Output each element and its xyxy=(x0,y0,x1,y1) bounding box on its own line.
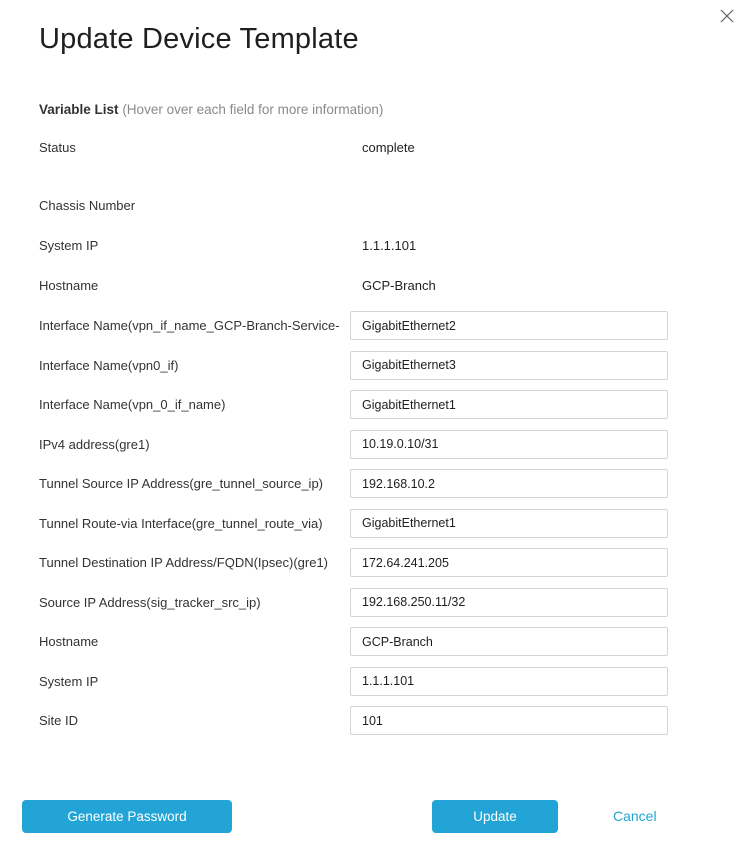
field-value-area xyxy=(350,351,668,380)
field-value-area xyxy=(350,238,668,253)
field-value-area xyxy=(350,588,668,617)
form-row xyxy=(39,548,668,577)
field-input[interactable] xyxy=(350,588,668,617)
variable-list-hint: (Hover over each field for more information) xyxy=(122,102,384,117)
form-row xyxy=(39,588,668,617)
field-input[interactable] xyxy=(350,509,668,538)
field-value-area xyxy=(350,278,668,293)
field-label: System IP xyxy=(39,237,99,253)
form-row xyxy=(39,430,668,459)
field-value-area xyxy=(350,627,668,656)
variable-rows xyxy=(39,133,668,735)
field-label: IPv4 address(gre1) xyxy=(39,436,150,452)
field-input[interactable] xyxy=(350,706,668,735)
field-input[interactable] xyxy=(350,469,668,498)
form-row xyxy=(39,390,668,419)
field-value-area xyxy=(350,140,668,155)
dialog-footer xyxy=(0,800,752,834)
field-value-area xyxy=(350,548,668,577)
field-value-area xyxy=(350,390,668,419)
field-static-value: complete xyxy=(362,139,415,155)
form-row xyxy=(39,509,668,538)
form-row xyxy=(39,133,668,161)
cancel-link[interactable]: Cancel xyxy=(613,808,657,824)
field-label: Interface Name(vpn_0_if_name) xyxy=(39,397,226,412)
form-row xyxy=(39,351,668,380)
field-label: Status xyxy=(39,139,76,155)
field-label: Tunnel Source IP Address(gre_tunnel_source_ip) xyxy=(39,476,324,491)
field-label: Tunnel Destination IP Address/FQDN(Ipsec)(gre1) xyxy=(39,555,329,570)
form-row xyxy=(39,271,668,299)
update-button[interactable]: Update xyxy=(432,800,558,833)
field-static-value: GCP-Branch xyxy=(362,277,436,293)
generate-password-button[interactable]: Generate Password xyxy=(22,800,232,833)
field-value-area xyxy=(350,706,668,735)
field-value-area xyxy=(350,509,668,538)
field-label: Interface Name(vpn0_if) xyxy=(39,357,179,373)
field-label: Chassis Number xyxy=(39,197,136,213)
form-row xyxy=(39,191,668,219)
variable-list-label: Variable List xyxy=(39,102,119,117)
field-value-area xyxy=(350,667,668,696)
field-input[interactable] xyxy=(350,667,668,696)
form-row xyxy=(39,667,668,696)
field-value-area xyxy=(350,430,668,459)
close-icon xyxy=(720,9,734,23)
field-label: Interface Name(vpn_if_name_GCP-Branch-Service- xyxy=(39,318,340,333)
form-row xyxy=(39,706,668,735)
field-input[interactable] xyxy=(350,311,668,340)
field-input[interactable] xyxy=(350,548,668,577)
field-static-value: 1.1.1.101 xyxy=(362,237,417,253)
field-label: Tunnel Route-via Interface(gre_tunnel_route_via) xyxy=(39,515,323,531)
field-input[interactable] xyxy=(350,390,668,419)
field-label: Source IP Address(sig_tracker_src_ip) xyxy=(39,594,261,610)
field-label: Hostname xyxy=(39,277,99,293)
form-row xyxy=(39,469,668,498)
field-label: System IP xyxy=(39,673,99,689)
form-row xyxy=(39,311,668,340)
field-label: Hostname xyxy=(39,634,99,649)
form-row xyxy=(39,627,668,656)
close-button[interactable] xyxy=(716,5,738,27)
field-input[interactable] xyxy=(350,430,668,459)
variable-list-heading xyxy=(39,101,668,119)
form-row xyxy=(39,231,668,259)
field-value-area xyxy=(350,311,668,340)
field-value-area xyxy=(350,469,668,498)
field-label: Site ID xyxy=(39,713,79,728)
dialog-title: Update Device Template xyxy=(39,23,359,55)
field-input[interactable] xyxy=(350,351,668,380)
field-input[interactable] xyxy=(350,627,668,656)
